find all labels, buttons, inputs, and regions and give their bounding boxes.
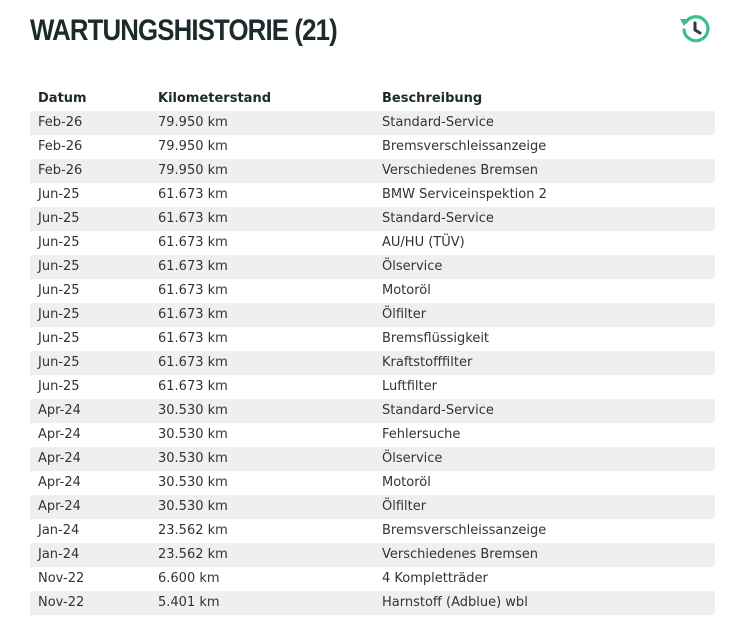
cell-kilometerstand: 61.673 km	[158, 211, 228, 226]
cell-datum: Apr-24	[38, 403, 81, 418]
table-row	[30, 519, 715, 543]
cell-datum: Jun-25	[38, 283, 80, 298]
history-icon[interactable]	[678, 12, 712, 46]
column-header-datum: Datum	[38, 91, 87, 106]
cell-datum: Jun-25	[38, 379, 80, 394]
cell-beschreibung: Standard-Service	[382, 115, 494, 130]
table-row	[30, 207, 715, 231]
cell-datum: Nov-22	[38, 595, 85, 610]
cell-kilometerstand: 6.600 km	[158, 571, 220, 586]
cell-kilometerstand: 61.673 km	[158, 187, 228, 202]
cell-kilometerstand: 30.530 km	[158, 427, 228, 442]
cell-beschreibung: Ölfilter	[382, 499, 427, 514]
table-row	[30, 423, 715, 447]
table-header-row	[30, 87, 715, 111]
cell-datum: Apr-24	[38, 451, 81, 466]
cell-beschreibung: Kraftstofffilter	[382, 355, 473, 370]
cell-beschreibung: Standard-Service	[382, 403, 494, 418]
cell-kilometerstand: 5.401 km	[158, 595, 220, 610]
table-row	[30, 183, 715, 207]
cell-datum: Apr-24	[38, 475, 81, 490]
cell-beschreibung: Ölservice	[382, 451, 443, 466]
table-row	[30, 543, 715, 567]
cell-kilometerstand: 30.530 km	[158, 499, 228, 514]
section-header	[30, 12, 720, 56]
table-row	[30, 399, 715, 423]
table-row	[30, 231, 715, 255]
table-row	[30, 327, 715, 351]
cell-kilometerstand: 61.673 km	[158, 331, 228, 346]
maintenance-table	[30, 87, 715, 615]
cell-datum: Jun-25	[38, 355, 80, 370]
table-row	[30, 495, 715, 519]
cell-kilometerstand: 79.950 km	[158, 163, 228, 178]
page-title: WARTUNGSHISTORIE (21)	[30, 14, 337, 47]
table-row	[30, 111, 715, 135]
cell-beschreibung: Bremsflüssigkeit	[382, 331, 490, 346]
cell-datum: Jun-25	[38, 235, 80, 250]
cell-datum: Jun-25	[38, 331, 80, 346]
cell-beschreibung: Standard-Service	[382, 211, 494, 226]
table-row	[30, 159, 715, 183]
cell-beschreibung: Ölfilter	[382, 307, 427, 322]
table-row	[30, 255, 715, 279]
table-row	[30, 567, 715, 591]
column-header-beschreibung: Beschreibung	[382, 91, 483, 106]
cell-datum: Apr-24	[38, 499, 81, 514]
cell-kilometerstand: 30.530 km	[158, 475, 228, 490]
cell-datum: Jan-24	[38, 547, 80, 562]
table-row	[30, 471, 715, 495]
cell-kilometerstand: 61.673 km	[158, 355, 228, 370]
cell-datum: Jun-25	[38, 307, 80, 322]
table-row	[30, 351, 715, 375]
cell-beschreibung: Motoröl	[382, 283, 431, 298]
cell-beschreibung: Harnstoff (Adblue) wbl	[382, 595, 528, 610]
cell-beschreibung: BMW Serviceinspektion 2	[382, 187, 547, 202]
cell-kilometerstand: 61.673 km	[158, 283, 228, 298]
cell-kilometerstand: 61.673 km	[158, 259, 228, 274]
cell-beschreibung: Luftfilter	[382, 379, 437, 394]
cell-datum: Jun-25	[38, 259, 80, 274]
cell-datum: Jun-25	[38, 187, 80, 202]
cell-kilometerstand: 23.562 km	[158, 523, 228, 538]
table-row	[30, 447, 715, 471]
table-body	[30, 111, 715, 615]
table-row	[30, 591, 715, 615]
cell-kilometerstand: 79.950 km	[158, 139, 228, 154]
cell-beschreibung: Verschiedenes Bremsen	[382, 163, 539, 178]
cell-kilometerstand: 61.673 km	[158, 235, 228, 250]
column-header-kilometerstand: Kilometerstand	[158, 91, 272, 106]
cell-datum: Jan-24	[38, 523, 80, 538]
table-row	[30, 375, 715, 399]
cell-kilometerstand: 79.950 km	[158, 115, 228, 130]
cell-beschreibung: Verschiedenes Bremsen	[382, 547, 539, 562]
cell-beschreibung: AU/HU (TÜV)	[382, 235, 465, 250]
cell-kilometerstand: 23.562 km	[158, 547, 228, 562]
table-row	[30, 303, 715, 327]
cell-datum: Jun-25	[38, 211, 80, 226]
cell-beschreibung: Bremsverschleissanzeige	[382, 139, 547, 154]
cell-datum: Feb-26	[38, 163, 83, 178]
table-row	[30, 135, 715, 159]
cell-beschreibung: Motoröl	[382, 475, 431, 490]
cell-beschreibung: Ölservice	[382, 259, 443, 274]
cell-kilometerstand: 61.673 km	[158, 379, 228, 394]
cell-datum: Feb-26	[38, 115, 83, 130]
cell-datum: Nov-22	[38, 571, 85, 586]
cell-kilometerstand: 30.530 km	[158, 403, 228, 418]
cell-beschreibung: Fehlersuche	[382, 427, 461, 442]
cell-beschreibung: Bremsverschleissanzeige	[382, 523, 547, 538]
cell-beschreibung: 4 Kompletträder	[382, 571, 488, 586]
table-row	[30, 279, 715, 303]
cell-kilometerstand: 61.673 km	[158, 307, 228, 322]
cell-datum: Apr-24	[38, 427, 81, 442]
cell-datum: Feb-26	[38, 139, 83, 154]
cell-kilometerstand: 30.530 km	[158, 451, 228, 466]
